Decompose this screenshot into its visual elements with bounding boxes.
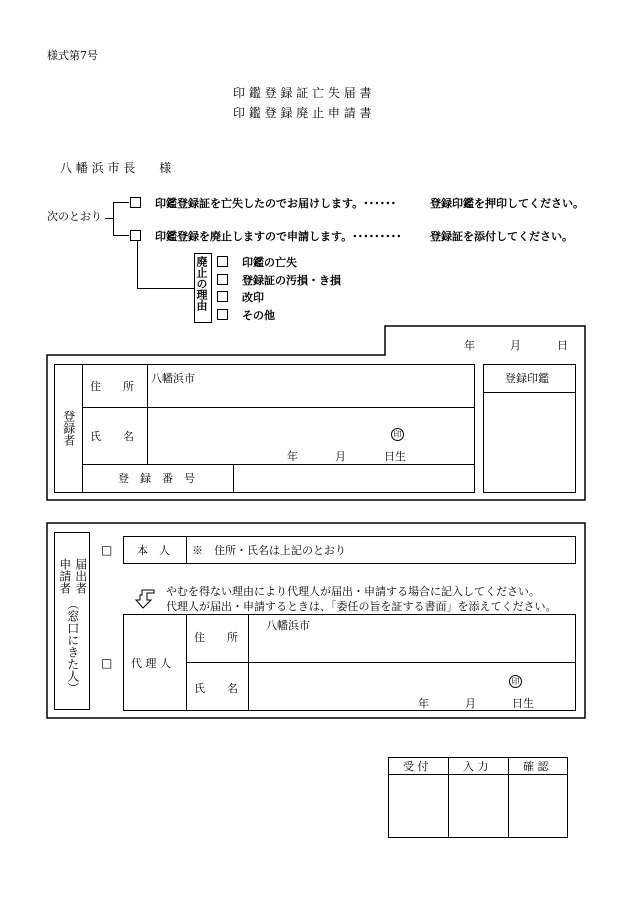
registrant-section-label: 登録者 <box>61 410 76 446</box>
registrant-address-value[interactable]: 八幡浜市 <box>151 372 195 385</box>
applicant-label-notifier: 届出者 <box>73 558 88 594</box>
proxy-birth-month: 月 <box>465 697 476 710</box>
self-label: 本 人 <box>137 544 170 557</box>
registrant-birth-day: 日生 <box>384 450 406 463</box>
option-abolish-note: 登録証を添付してください。 <box>430 230 573 243</box>
proxy-seal-mark: 印 <box>509 675 522 688</box>
reason-damaged: 登録証の汚損・き損 <box>242 274 341 287</box>
self-checkbox[interactable]: □ <box>101 543 113 557</box>
proxy-label: 代 理 人 <box>131 657 171 670</box>
office-header-input: 入 力 <box>463 760 489 773</box>
proxy-note-1: やむを得ない理由により代理人が届出・申請する場合に記入してください。 <box>166 585 540 598</box>
applicant-label-requester: 申請者 <box>57 558 72 594</box>
registration-number-label: 登 録 番 号 <box>118 472 195 485</box>
reason-lost: 印鑑の亡失 <box>242 256 297 269</box>
registrant-seal-mark: 印 <box>391 428 404 441</box>
registrant-birth-year: 年 <box>287 450 298 463</box>
proxy-note-2: 代理人が届出・申請するときは、「委任の旨を証する書面」を添えてください。 <box>166 600 557 613</box>
registrant-address-label: 住 所 <box>90 380 134 393</box>
self-note: ※ 住所・氏名は上記のとおり <box>192 544 346 557</box>
proxy-checkbox[interactable]: □ <box>101 656 113 670</box>
proxy-birth-day: 日生 <box>512 697 534 710</box>
option-abolish-label: 印鑑登録を廃止しますので申請します。･････････ <box>155 230 402 243</box>
date-month: 月 <box>510 339 521 352</box>
addressee: 八 幡 浜 市 長 様 <box>60 161 172 175</box>
date-year: 年 <box>464 339 475 352</box>
proxy-address-value[interactable]: 八幡浜市 <box>266 619 310 632</box>
option-lost-label: 印鑑登録証を亡失したのでお届けします。･･････ <box>155 197 397 210</box>
proxy-birth-year: 年 <box>418 697 429 710</box>
option-lost-note: 登録印鑑を押印してください。 <box>430 197 584 210</box>
form-number: 様式第7号 <box>47 49 98 62</box>
registrant-birth-month: 月 <box>335 450 346 463</box>
office-header-confirmed: 確 認 <box>523 760 549 773</box>
reason-heading: 廃止の理由 <box>195 256 208 311</box>
proxy-address-label: 住 所 <box>194 631 238 644</box>
down-arrow-icon <box>134 589 156 609</box>
applicant-label-window: （窓口にきた人） <box>65 598 80 694</box>
self-row <box>123 536 576 564</box>
registered-seal-label: 登録印鑑 <box>505 372 549 385</box>
date-day: 日 <box>557 339 568 352</box>
registrant-name-label: 氏 名 <box>90 430 134 443</box>
proxy-name-label: 氏 名 <box>194 682 238 695</box>
form-title-abolish: 印 鑑 登 録 廃 止 申 請 書 <box>233 106 372 120</box>
reason-other: その他 <box>242 309 275 322</box>
office-header-received: 受 付 <box>403 760 429 773</box>
reason-seal-change: 改印 <box>242 291 264 304</box>
form-title-lost: 印 鑑 登 録 証 亡 失 届 書 <box>233 86 372 100</box>
registration-number-field[interactable] <box>234 465 474 492</box>
as-follows-label: 次のとおり <box>47 210 102 223</box>
